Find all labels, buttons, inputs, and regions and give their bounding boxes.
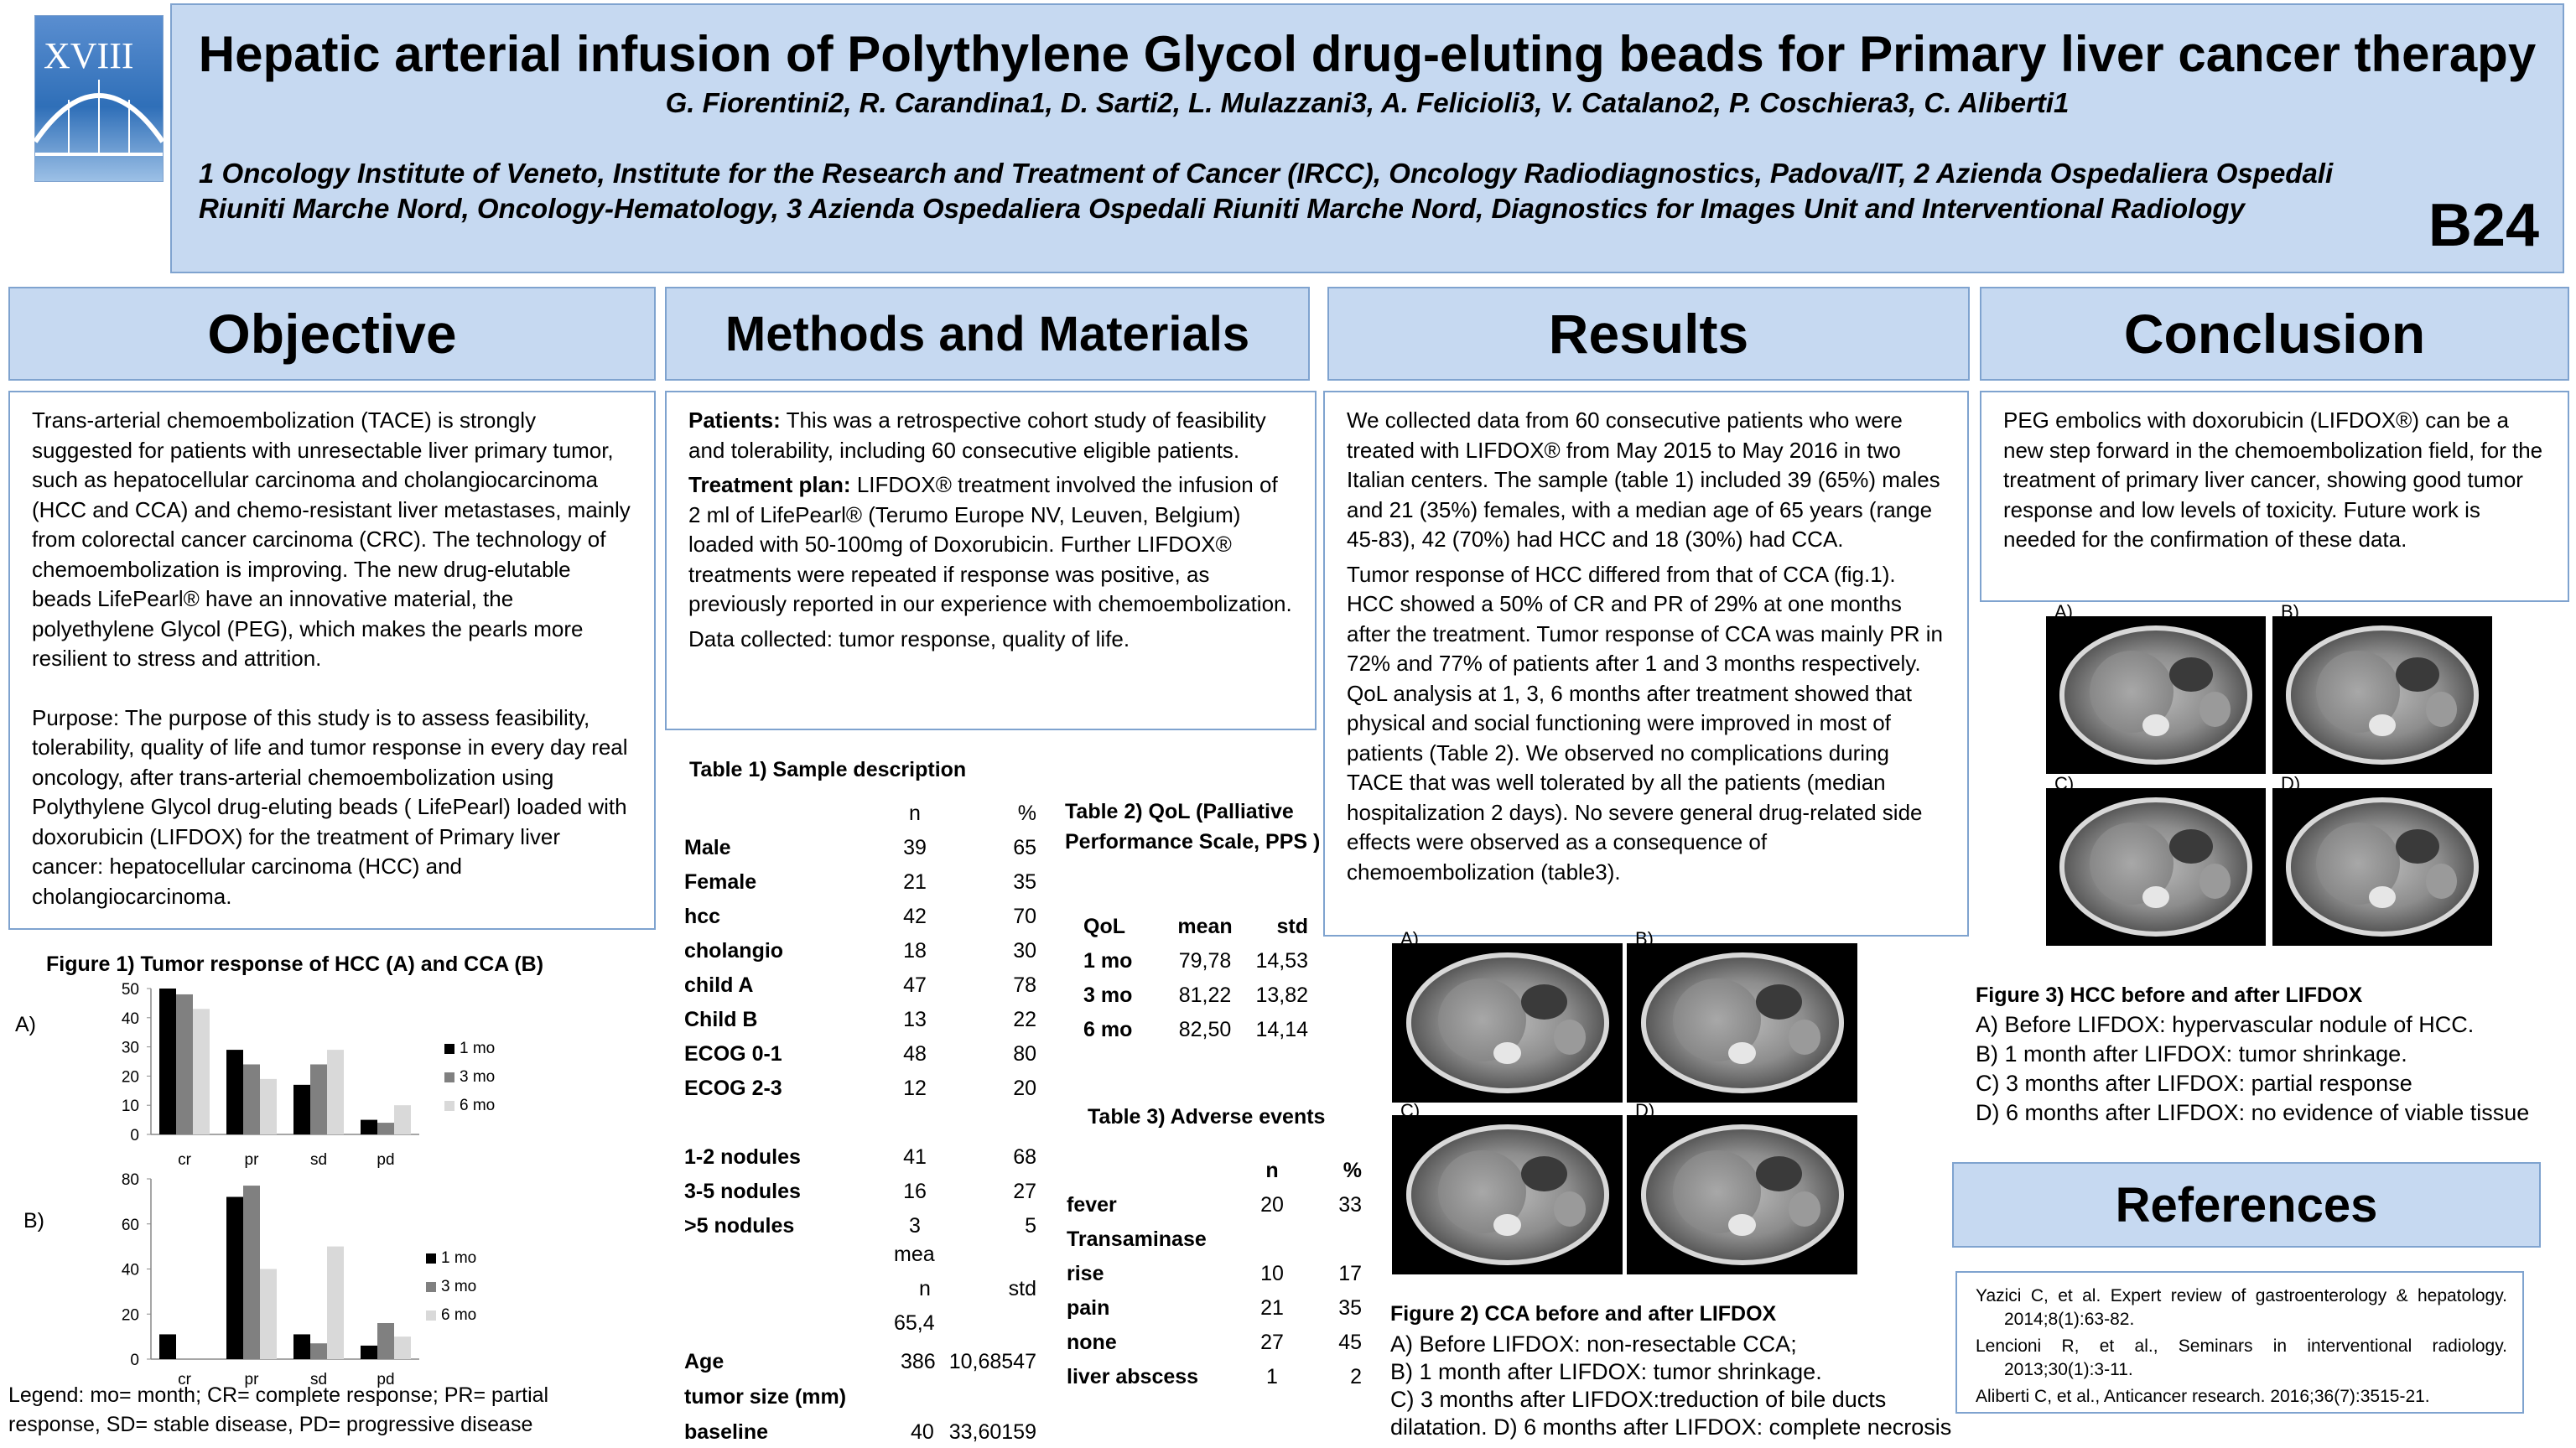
table3-row-n: 20 (1260, 1193, 1284, 1217)
ct-panel-label: A) (2054, 601, 2073, 622)
figure2-description (1390, 1331, 1951, 1441)
x-tick-label: pd (377, 1371, 395, 1388)
table1-row-label: Male (684, 836, 731, 859)
x-tick-label: cr (178, 1151, 191, 1169)
legend-label: 6 mo (460, 1097, 496, 1114)
age-label: Age (684, 1350, 724, 1373)
ct-panel-label: B) (1635, 928, 1654, 949)
legend-label: 1 mo (460, 1040, 496, 1057)
table1-row-n: 3 (909, 1214, 921, 1238)
table3-row-pct: 2 (1350, 1365, 1362, 1388)
figure2-caption: Figure 2) CCA before and after LIFDOX (1390, 1302, 1777, 1326)
table1-row-n: 12 (903, 1077, 927, 1100)
table1-row-n: 48 (903, 1042, 927, 1066)
bar-pr-3mo (243, 1186, 260, 1359)
bar-pd-1mo (361, 1120, 377, 1134)
table1-col-pct: % (1017, 802, 1036, 825)
y-tick-label: 10 (121, 1098, 139, 1116)
objective-paragraph: Trans-arterial chemoembolization (TACE) is strongly suggested for patients with unresectable liver primary tumor, such as hepatocellular carcinoma and cholangiocarcinoma (HCC and CCA) and chemo-resistant liver metastases, mainly from colorectal cancer carcinoma (CRC). The technology of chemoembolization is improving. The new drug-elutable beads LifePearl® have an innovative material, the polyethylene Glycol (PEG), which makes the pearls more resilient to stress and attrition. (32, 407, 631, 671)
table3-row-n: 27 (1260, 1331, 1284, 1354)
age-std: 10,68547 (948, 1350, 1036, 1373)
table1-col-n: n (909, 802, 921, 825)
results-text-box (1323, 391, 1969, 937)
x-tick-label: pr (244, 1371, 259, 1388)
figure1-chart-b (84, 1170, 553, 1388)
figure-description-line: A) Before LIFDOX: non-resectable CCA; (1390, 1331, 1797, 1357)
table1-row-n: 21 (903, 870, 927, 894)
results-heading: Results (1327, 287, 1970, 381)
x-tick-label: sd (309, 1151, 328, 1169)
table3-col-pct: % (1343, 1159, 1362, 1182)
table1-row-pct: 70 (1013, 905, 1036, 928)
table1-hdr-n: n (919, 1277, 931, 1300)
table3-row-n: 21 (1260, 1296, 1284, 1320)
ct-scan-image (1392, 943, 1623, 1103)
table1-row-label: ECOG 2-3 (684, 1077, 782, 1100)
figure2-images (1392, 928, 1862, 1287)
x-tick-label: sd (309, 1371, 328, 1388)
bar-sd-6mo (327, 1050, 344, 1134)
logo-text: XVIII (44, 35, 134, 76)
table1-row-label: child A (684, 973, 754, 997)
bar-pr-3mo (243, 1064, 260, 1134)
table3-row-n: 1 (1266, 1365, 1278, 1388)
age-mean-top: 65,4 (894, 1311, 935, 1335)
reference-item: Yazici C, et al. Expert review of gastroenterology & hepatology. 2014;8(1):63-82. (1976, 1286, 2507, 1329)
table3-row-label: rise (1067, 1262, 1104, 1285)
bar-sd-1mo (293, 1334, 310, 1359)
table1-row (684, 1003, 1036, 1037)
ct-scan-image (2272, 788, 2492, 946)
table3-row-n: 10 (1260, 1262, 1284, 1285)
baseline-label: baseline (684, 1420, 769, 1444)
table2-row-mean: 79,78 (1178, 949, 1232, 973)
table1-row-n: 39 (903, 836, 927, 859)
ct-panel-label: A) (1400, 928, 1419, 949)
y-tick-label: 50 (121, 981, 139, 999)
table1-row-label: ECOG 0-1 (684, 1042, 782, 1066)
data-collected-text: Data collected: tumor response, quality of life. (688, 625, 1130, 651)
table3-row-n (1243, 1222, 1301, 1257)
table2-caption-line-2: Performance Scale, PPS ) (1065, 830, 1321, 854)
y-tick-label: 0 (130, 1352, 139, 1369)
header-banner (170, 3, 2564, 273)
table2-col-std: std (1276, 915, 1308, 938)
legend-label: 1 mo (441, 1249, 477, 1267)
objective-text-box (8, 391, 656, 930)
table3-row (1067, 1360, 1362, 1394)
table1-row (684, 934, 1036, 968)
y-tick-label: 20 (121, 1306, 139, 1325)
legend-swatch (444, 1101, 454, 1111)
ct-scan-image (1392, 1115, 1623, 1274)
bar-cr-3mo (176, 994, 193, 1134)
table2-header-row (1083, 910, 1308, 944)
figure3-caption: Figure 3) HCC before and after LIFDOX (1976, 983, 2363, 1007)
table1-row-pct: 27 (1013, 1180, 1036, 1203)
references-box (1955, 1271, 2524, 1414)
poster-authors: G. Fiorentini2, R. Carandina1, D. Sarti2, L. Mulazzani3, A. Felicioli3, V. Catalano2, P. Coschiera3, C. Aliberti1 (665, 87, 2070, 118)
table1-row-pct: 80 (1013, 1042, 1036, 1066)
legend-label: 3 mo (441, 1278, 477, 1295)
affiliation-line-2: Riuniti Marche Nord, Oncology-Hematology, 3 Azienda Ospedaliera Ospedali Riuniti Marche Nord, Diagnostics for Images Unit and Interventional Radiology (199, 193, 2245, 224)
table1-row (684, 900, 1036, 934)
logo (34, 15, 164, 182)
table2 (1083, 910, 1308, 1047)
table3-caption: Table 3) Adverse events (1088, 1105, 1326, 1129)
x-tick-label: pr (244, 1151, 259, 1169)
figure1-caption: Figure 1) Tumor response of HCC (A) and CCA (B) (46, 952, 544, 976)
table3-row-pct (1301, 1222, 1362, 1257)
figure-description-line: A) Before LIFDOX: hypervascular nodule of HCC. (1976, 1012, 2475, 1037)
ct-scan-image (2046, 616, 2266, 774)
methods-text-box (665, 391, 1317, 730)
treatment-plan-label: Treatment plan: (688, 472, 851, 497)
table3-row-pct: 35 (1338, 1296, 1362, 1320)
ct-panel-label: C) (1400, 1100, 1420, 1121)
table1-row (684, 1037, 1036, 1072)
legend-swatch (444, 1072, 454, 1082)
table3-row-pct: 33 (1338, 1193, 1362, 1217)
table1-row-n: 13 (903, 1008, 927, 1031)
table1-row-label: Female (684, 870, 757, 894)
bridge-icon (35, 16, 163, 181)
bar-pr-1mo (226, 1050, 243, 1134)
poster-code: B24 (2428, 192, 2539, 259)
methods-heading: Methods and Materials (665, 287, 1310, 381)
table1-row-label: 3-5 nodules (684, 1180, 801, 1203)
figure-description-line: C) 3 months after LIFDOX:treduction of bile ducts (1390, 1387, 1887, 1412)
figure-description-line: C) 3 months after LIFDOX: partial response (1976, 1071, 2412, 1096)
table1-row (684, 968, 1036, 1003)
patients-text: This was a retrospective cohort study of feasibility and tolerability, including 60 consecutive eligible patients. (688, 407, 1266, 463)
table1-row-label: hcc (684, 905, 721, 928)
figure1-chart-a (84, 983, 553, 1176)
bar-pr-6mo (260, 1079, 277, 1134)
table2-col-qol: QoL (1083, 915, 1125, 938)
table1-row-n: 16 (903, 1180, 927, 1203)
table3-row (1067, 1188, 1362, 1222)
table3-row (1067, 1222, 1362, 1257)
table3-row-label: pain (1067, 1296, 1110, 1320)
table2-row (1083, 978, 1308, 1013)
legend-swatch (426, 1310, 436, 1321)
table1-row-pct: 5 (1025, 1214, 1036, 1238)
figure-description-line: dilatation. D) 6 months after LIFDOX: complete necrosis (1390, 1414, 1952, 1440)
conclusion-paragraph: PEG embolics with doxorubicin (LIFDOX®) can be a new step forward in the chemoembolization field, for the treatment of primary liver cancer, showing good tumor response and low levels of toxicity. Future work is needed for the confirmation of these data. (2003, 407, 2543, 552)
table1-row (684, 865, 1036, 900)
figure1-legend-text (8, 1381, 548, 1440)
x-tick-label: cr (178, 1371, 191, 1388)
conclusion-heading: Conclusion (1980, 287, 2569, 381)
table1-row-pct: 68 (1013, 1145, 1036, 1169)
y-tick-label: 30 (121, 1039, 139, 1057)
legend-swatch (426, 1282, 436, 1292)
results-paragraph-2: Tumor response of HCC differed from that of CCA (fig.1). HCC showed a 50% of CR and PR of 29% at one months after the treatment. Tumor response of CCA was mainly PR in 72% and 77% of patients after 1 and 3 months respectively. QoL analysis at 1, 3, 6 months after treatment showed that physical and social functioning were improved in most of patients (Table 2). We observed no complications during TACE that was well tolerated by all the patients (median hospitalization 2 days). No severe general drug-related side effects were observed as a consequence of chemoembolization (table3). (1347, 561, 1943, 885)
bar-pd-6mo (394, 1105, 411, 1134)
table3-header-row (1067, 1154, 1362, 1188)
x-tick-label: pd (377, 1151, 395, 1169)
table1-row-label: cholangio (684, 939, 784, 963)
ct-panel-label: D) (2281, 773, 2301, 794)
age-mean: 386 (901, 1350, 936, 1373)
reference-item: Lencioni R, et al., Seminars in interventional radiology. 2013;30(1):3-11. (1976, 1336, 2507, 1379)
objective-heading: Objective (8, 287, 656, 381)
ct-panel-label: D) (1635, 1100, 1655, 1121)
bar-pd-6mo (394, 1336, 411, 1359)
tumor-size-label: tumor size (mm) (684, 1385, 847, 1409)
bar-pd-1mo (361, 1346, 377, 1359)
legend-swatch (426, 1253, 436, 1264)
table1-hdr-mea: mea (894, 1243, 935, 1266)
y-tick-label: 40 (121, 1009, 139, 1028)
table2-row-label: 6 mo (1083, 1018, 1133, 1041)
table1-hdr-std: std (1008, 1277, 1036, 1300)
bar-sd-3mo (310, 1064, 327, 1134)
table1-row-pct: 22 (1013, 1008, 1036, 1031)
ct-scan-image (1627, 943, 1857, 1103)
table3-col-n: n (1265, 1159, 1279, 1182)
y-tick-label: 80 (121, 1171, 139, 1189)
y-tick-label: 0 (130, 1127, 139, 1144)
table2-row-mean: 82,50 (1178, 1018, 1232, 1041)
ct-panel-label: B) (2281, 601, 2299, 622)
bar-pd-3mo (377, 1123, 394, 1134)
figure3-description (1976, 1010, 2576, 1128)
baseline-mean: 40 (911, 1420, 934, 1444)
table1-row-n: 42 (903, 905, 927, 928)
table1-row-label: >5 nodules (684, 1214, 795, 1238)
table1-row (684, 1175, 1036, 1209)
bar-cr-1mo (159, 989, 176, 1134)
purpose-paragraph: Purpose: The purpose of this study is to assess feasibility, tolerability, quality of life and tumor response in every day real oncology, after trans-arterial chemoembolization using Polythylene Glycol drug-eluting beads ( LifePearl) loaded with doxorubicin (LIFDOX) for the treatment of Primary liver cancer: hepatocellular carcinoma (HCC) and cholangiocarcinoma. (32, 704, 628, 909)
ct-scan-image (1627, 1115, 1857, 1274)
figure1-legend-line-2: response, SD= stable disease, PD= progressive disease (8, 1413, 533, 1436)
legend-swatch (444, 1044, 454, 1054)
table2-row-label: 3 mo (1083, 983, 1133, 1007)
table1-row-n: 41 (903, 1145, 927, 1169)
table2-row (1083, 1013, 1308, 1047)
table1 (684, 797, 1036, 1243)
table1-row-pct: 35 (1013, 870, 1036, 894)
legend-label: 6 mo (441, 1306, 477, 1324)
figure1-legend-line-1: Legend: mo= month; CR= complete response; PR= partial (8, 1383, 549, 1407)
bar-cr-6mo (193, 1009, 210, 1134)
patients-label: Patients: (688, 407, 781, 433)
bar-sd-1mo (293, 1085, 310, 1134)
conclusion-text-box (1980, 391, 2569, 602)
figure3-images (2046, 601, 2516, 960)
legend-label: 3 mo (460, 1068, 496, 1086)
table2-col-mean: mean (1177, 915, 1233, 938)
baseline-std: 33,60159 (948, 1420, 1036, 1444)
table1-caption: Table 1) Sample description (689, 758, 967, 781)
bar-pr-1mo (226, 1197, 243, 1360)
treatment-plan-text: LIFDOX® treatment involved the infusion of 2 ml of LifePearl® (Terumo Europe NV, Leuven, Belgium) loaded with 50-100mg of Doxorubicin. Further LIFDOX® treatments were repeated if response was positive, as previously reported in our experience with chemoembolization. (688, 472, 1292, 616)
table1-row-label: 1-2 nodules (684, 1145, 801, 1169)
table2-row-mean: 81,22 (1178, 983, 1232, 1007)
table1-header-row (684, 797, 1036, 831)
table2-row-std: 14,14 (1255, 1018, 1308, 1041)
table1-row-pct: 78 (1013, 973, 1036, 997)
table3-row (1067, 1326, 1362, 1360)
table1-row-pct: 30 (1013, 939, 1036, 963)
bar-cr-1mo (159, 1334, 176, 1359)
bar-sd-3mo (310, 1343, 327, 1359)
table1-row (684, 1140, 1036, 1175)
table1-row (684, 1209, 1036, 1243)
table2-caption (1065, 797, 1320, 857)
table1-row-label: Child B (684, 1008, 758, 1031)
y-tick-label: 60 (121, 1216, 139, 1234)
table1-row-n: 47 (903, 973, 927, 997)
table3-row-pct: 45 (1338, 1331, 1362, 1354)
table3-row-pct: 17 (1338, 1262, 1362, 1285)
table1-row (684, 1072, 1036, 1106)
results-paragraph-1: We collected data from 60 consecutive patients who were treated with LIFDOX® from May 2015 to May 2016 in two Italian centers. The sample (table 1) included 39 (65%) males and 21 (35%) females, with a median age of 65 years (range 45-83), 42 (70%) had HCC and 18 (30%) had CCA. (1347, 407, 1940, 552)
references-heading: References (1952, 1162, 2541, 1248)
figure-description-line: B) 1 month after LIFDOX: tumor shrinkage. (1976, 1041, 2407, 1067)
table2-row-label: 1 mo (1083, 949, 1133, 973)
bar-pd-3mo (377, 1323, 394, 1359)
bar-sd-6mo (327, 1247, 344, 1359)
affiliation-line-1: 1 Oncology Institute of Veneto, Institute for the Research and Treatment of Cancer (IRCC), Oncology Radiodiagnostics, Padova/IT, 2 Azienda Ospedaliera Ospedali (199, 158, 2334, 189)
table1-row-n: 18 (903, 939, 927, 963)
table3-row-label: Transaminase (1067, 1227, 1207, 1251)
y-tick-label: 20 (121, 1068, 139, 1087)
table3-row (1067, 1291, 1362, 1326)
ct-scan-image (2272, 616, 2492, 774)
table3-row-label: none (1067, 1331, 1117, 1354)
figure1-panel-a-label: A) (15, 1013, 36, 1036)
y-tick-label: 40 (121, 1261, 139, 1279)
table1-row (684, 831, 1036, 865)
table2-row-std: 14,53 (1255, 949, 1308, 973)
reference-item: Aliberti C, et al., Anticancer research. 2016;36(7):3515-21. (1976, 1387, 2430, 1406)
table3-row-label: fever (1067, 1193, 1117, 1217)
table3-row (1067, 1257, 1362, 1291)
table2-caption-line-1: Table 2) QoL (Palliative (1065, 800, 1294, 823)
figure-description-line: B) 1 month after LIFDOX: tumor shrinkage. (1390, 1359, 1822, 1384)
table3-row-label: liver abscess (1067, 1365, 1199, 1388)
figure-description-line: D) 6 months after LIFDOX: no evidence of viable tissue (1976, 1100, 2530, 1125)
table1-row-pct: 20 (1013, 1077, 1036, 1100)
figure1-panel-b-label: B) (23, 1209, 44, 1233)
ct-scan-image (2046, 788, 2266, 946)
table2-row (1083, 944, 1308, 978)
table2-row-std: 13,82 (1255, 983, 1308, 1007)
poster-title: Hepatic arterial infusion of Polythylene Glycol drug-eluting beads for Primary liver cancer therapy (198, 26, 2537, 82)
ct-panel-label: C) (2054, 773, 2075, 794)
bar-pr-6mo (260, 1269, 277, 1360)
table1-row-pct: 65 (1013, 836, 1036, 859)
table3 (1067, 1154, 1362, 1394)
